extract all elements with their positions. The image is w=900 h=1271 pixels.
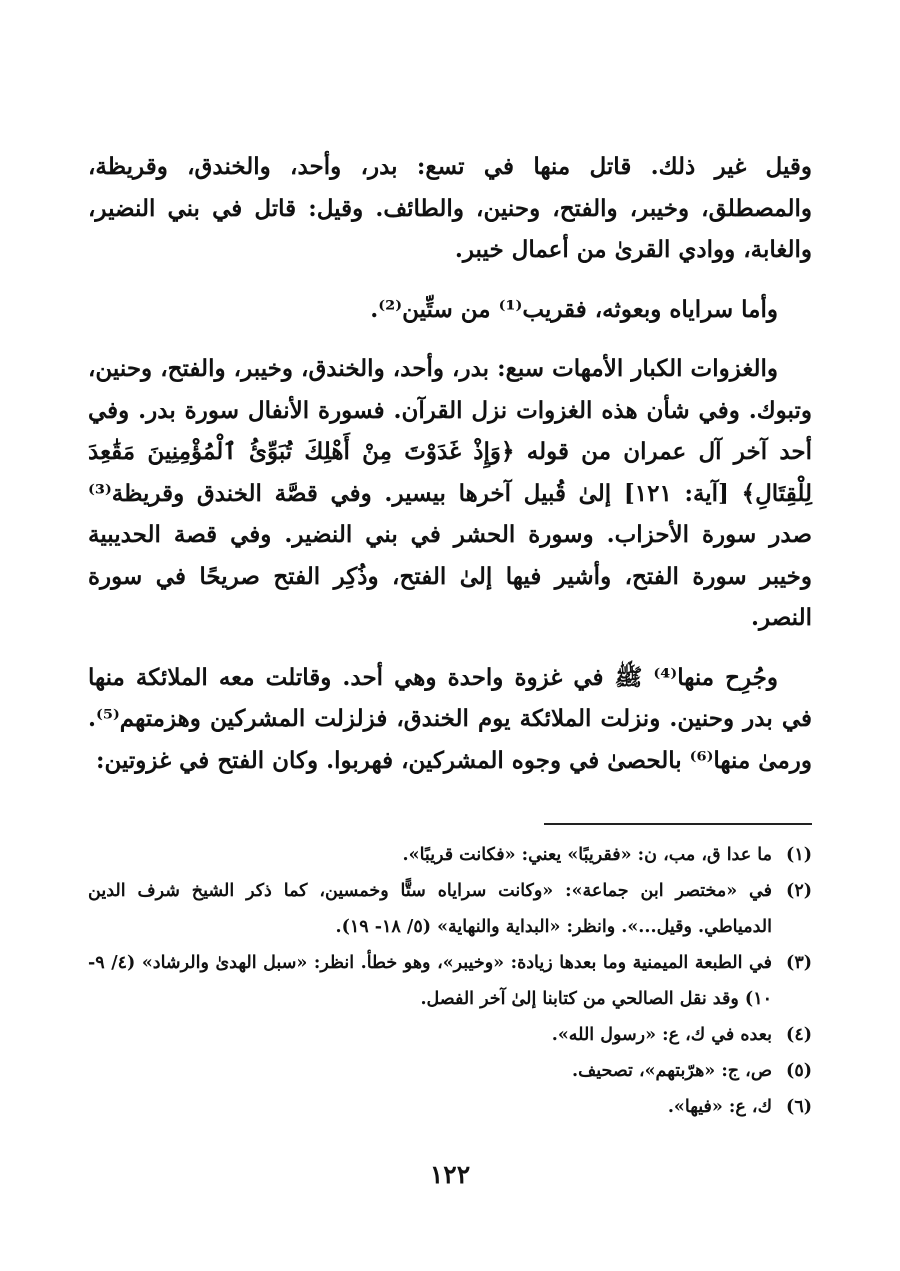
- footnote-item: [88, 1053, 812, 1089]
- footnote-text: ص، ج: «هرّبتهم»، تصحيف.: [572, 1061, 772, 1081]
- footnote-number: (٥): [786, 1061, 812, 1081]
- paragraph-1: وقيل غير ذلك. قاتل منها في تسع: بدر، وأحد، والخندق، وقريظة، والمصطلق، وخيبر، والفتح، وحنين، والطائف. وقيل: قاتل في بني النضير، والغابة، ووادي القرىٰ من أعمال خيبر.: [88, 153, 812, 263]
- footnote-number: (١): [786, 845, 812, 865]
- footnote-item: [88, 873, 812, 945]
- footnotes-list: [88, 837, 812, 1125]
- footnote-number: (٣): [786, 953, 812, 973]
- paragraph-3-text-b: [آية: ١٢١] إلىٰ قُبيل آخرها بيسير. وفي قصَّة الخندق وقريظة⁽³⁾ صدر سورة الأحزاب. وسورة الحشر في بني النضير. وفي قصة الحديبية وخيبر سورة الفتح، وأشير فيها إلىٰ الفتح، وذُكِر الفتح صريحًا في سورة النصر.: [88, 479, 812, 631]
- footnote-number: (٢): [786, 881, 812, 901]
- footnote-text: ك، ع: «فيها».: [667, 1097, 772, 1117]
- footnote-number: (٤): [786, 1025, 812, 1045]
- footnote-item: [88, 1017, 812, 1053]
- footnote-number: (٦): [786, 1097, 812, 1117]
- footnote-text: في الطبعة الميمنية وما بعدها زيادة: «وخيبر»، وهو خطأ. انظر: «سبل الهدىٰ والرشاد» (٤/ ٩- ١٠) وقد نقل الصالحي من كتابنا إلىٰ آخر الفصل.: [88, 953, 772, 1009]
- footnote-divider: [544, 823, 812, 825]
- footnote-item: [88, 837, 812, 873]
- main-text: [88, 146, 812, 781]
- paragraph-3: [88, 348, 812, 639]
- footnote-item: [88, 1089, 812, 1125]
- footnote-text: في «مختصر ابن جماعة»: «وكانت سراياه ستًّا وخمسين، كما ذكر الشيخ شرف الدين الدمياطي. وقيل...». وانظر: «البداية والنهاية» (٥/ ١٨- ١٩).: [88, 881, 772, 937]
- page-number: ١٢٢: [429, 1160, 471, 1189]
- footnote-text: ما عدا ق، مب، ن: «فقريبًا» يعني: «فكانت قريبًا».: [402, 845, 772, 865]
- quran-verse: ﴿وَإِذْ غَدَوْتَ مِنْ أَهْلِكَ تُبَوِّئُ ٱلْمُؤْمِنِينَ مَقَٰعِدَ لِلْقِتَالِ﴾: [88, 438, 813, 507]
- paragraph-4: وجُرِح منها⁽⁴⁾ ﷺ في غزوة واحدة وهي أحد. وقاتلت معه الملائكة منها في بدر وحنين. ونزلت الملائكة يوم الخندق، فزلزلت المشركين وهزمتهم⁽⁵⁾. ورمىٰ منها⁽⁶⁾ بالحصىٰ في وجوه المشركين، فهربوا. وكان الفتح في غزوتين:: [88, 663, 812, 774]
- footnote-text: بعده في ك، ع: «رسول الله».: [551, 1025, 772, 1045]
- footnote-item: [88, 945, 812, 1017]
- paragraph-2: وأما سراياه وبعوثه، فقريب⁽¹⁾ من ستِّين⁽²⁾.: [370, 295, 778, 323]
- paragraph-3-text-a: والغزوات الكبار الأمهات سبع: بدر، وأحد، والخندق، وخيبر، والفتح، وحنين، وتبوك. وفي شأن هذه الغزوات نزل القرآن. فسورة الأنفال سورة بدر. وفي أحد آخر آل عمران من قوله: [88, 355, 812, 465]
